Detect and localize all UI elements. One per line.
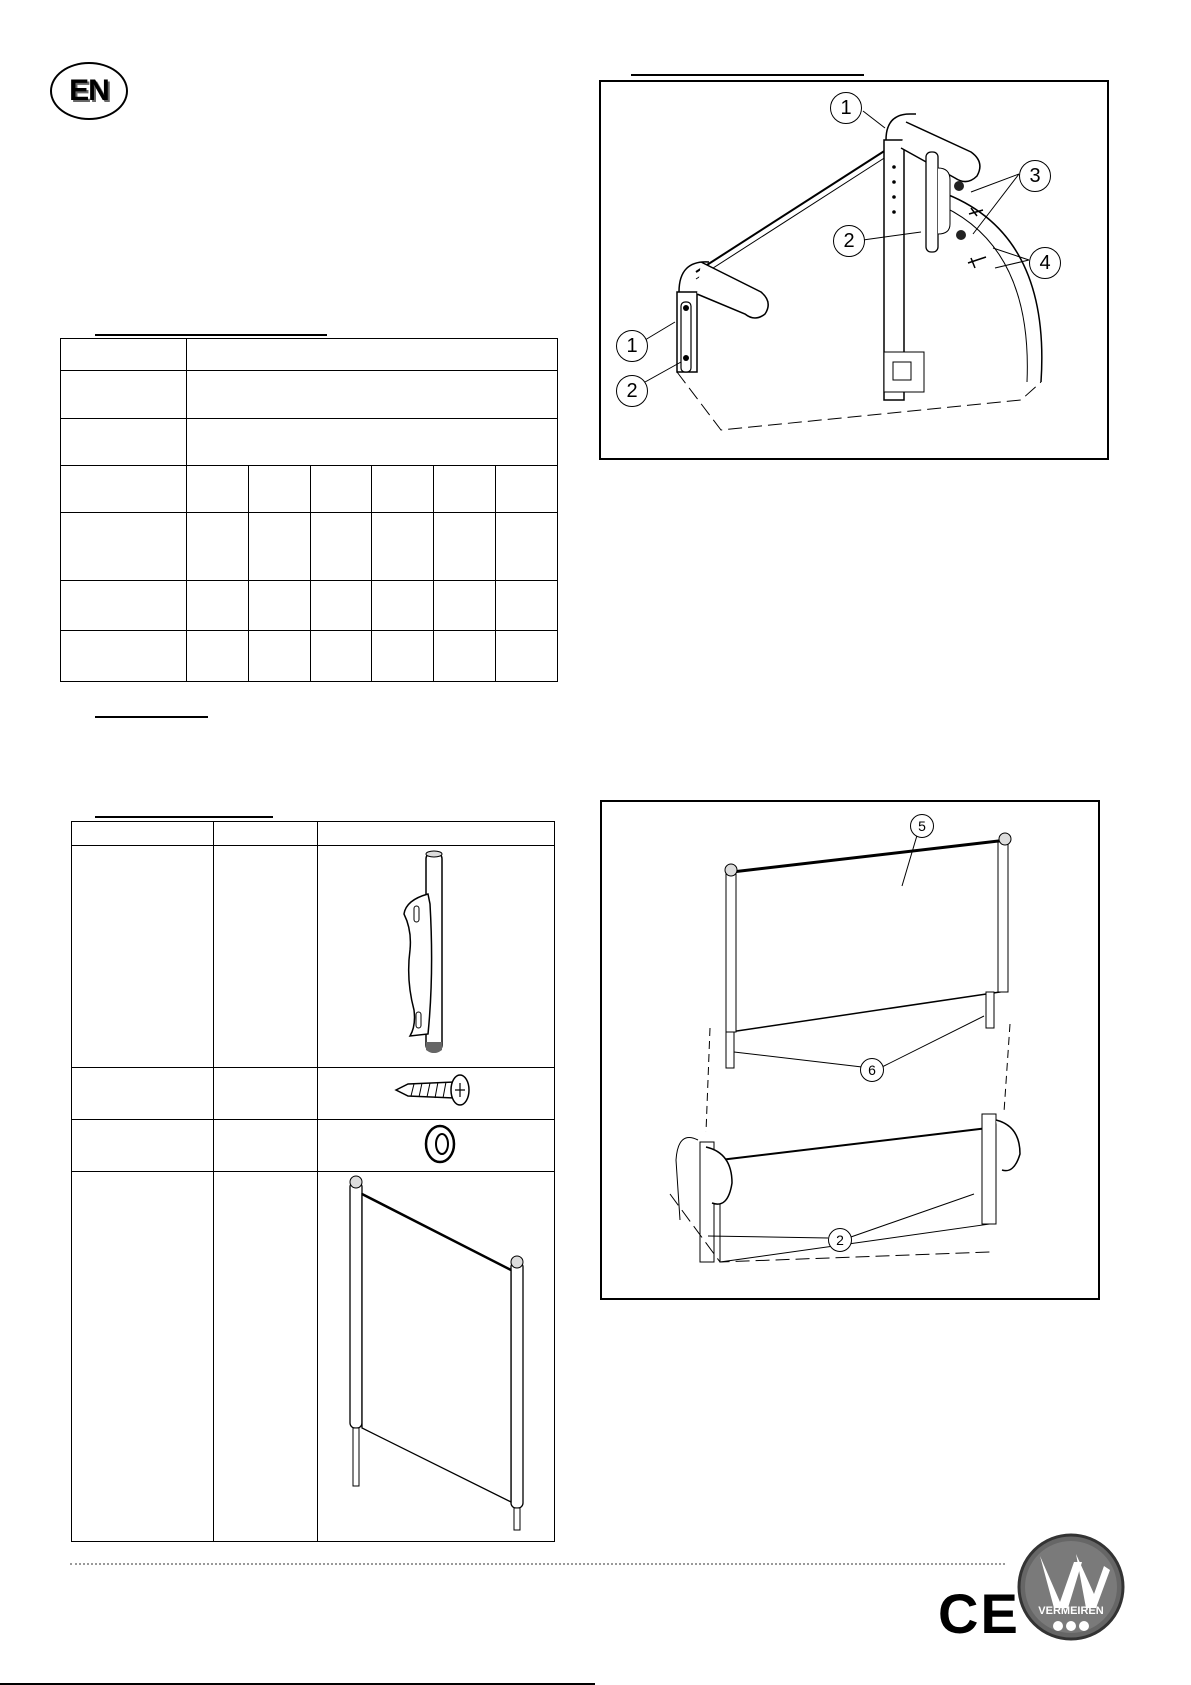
parts-cell-screw [318,1068,555,1120]
parts-cell-upholstery [318,1172,555,1542]
parts-heading-underline [95,816,273,818]
figure-1-push-handles [599,80,1109,460]
subsection-heading-underline [95,716,208,718]
backrest-upholstery-icon [318,1172,554,1536]
parts-cell-washer [318,1120,555,1172]
vermeiren-logo [1016,1532,1126,1642]
ce-mark: CE [938,1582,1020,1645]
callout-5: 5 [910,814,934,838]
rail-bracket-icon [318,846,554,1062]
callout-2-lower: 2 [616,375,648,407]
callout-1-lower: 1 [616,330,648,362]
parts-table [71,821,555,1542]
parts-cell-rail [318,846,555,1068]
language-badge: EN [50,62,128,120]
callout-6: 6 [860,1058,884,1082]
section-heading-underline [95,334,327,336]
footer-divider [70,1563,1005,1565]
screw-icon [318,1068,554,1114]
svg-text:VERMEIREN: VERMEIREN [1038,1605,1104,1617]
figure-heading-underline [631,74,864,76]
spec-table [60,338,558,682]
callout-1-upper: 1 [830,92,862,124]
callout-2-upper: 2 [833,225,865,257]
washer-icon [318,1120,554,1166]
figure-2-upholstery-mounting [600,800,1100,1300]
vermeiren-logo-icon [1016,1532,1126,1642]
callout-2-figure-2: 2 [828,1228,852,1252]
callout-3: 3 [1019,160,1051,192]
upholstery-mounting-illustration [602,802,1098,1298]
callout-4: 4 [1029,247,1061,279]
